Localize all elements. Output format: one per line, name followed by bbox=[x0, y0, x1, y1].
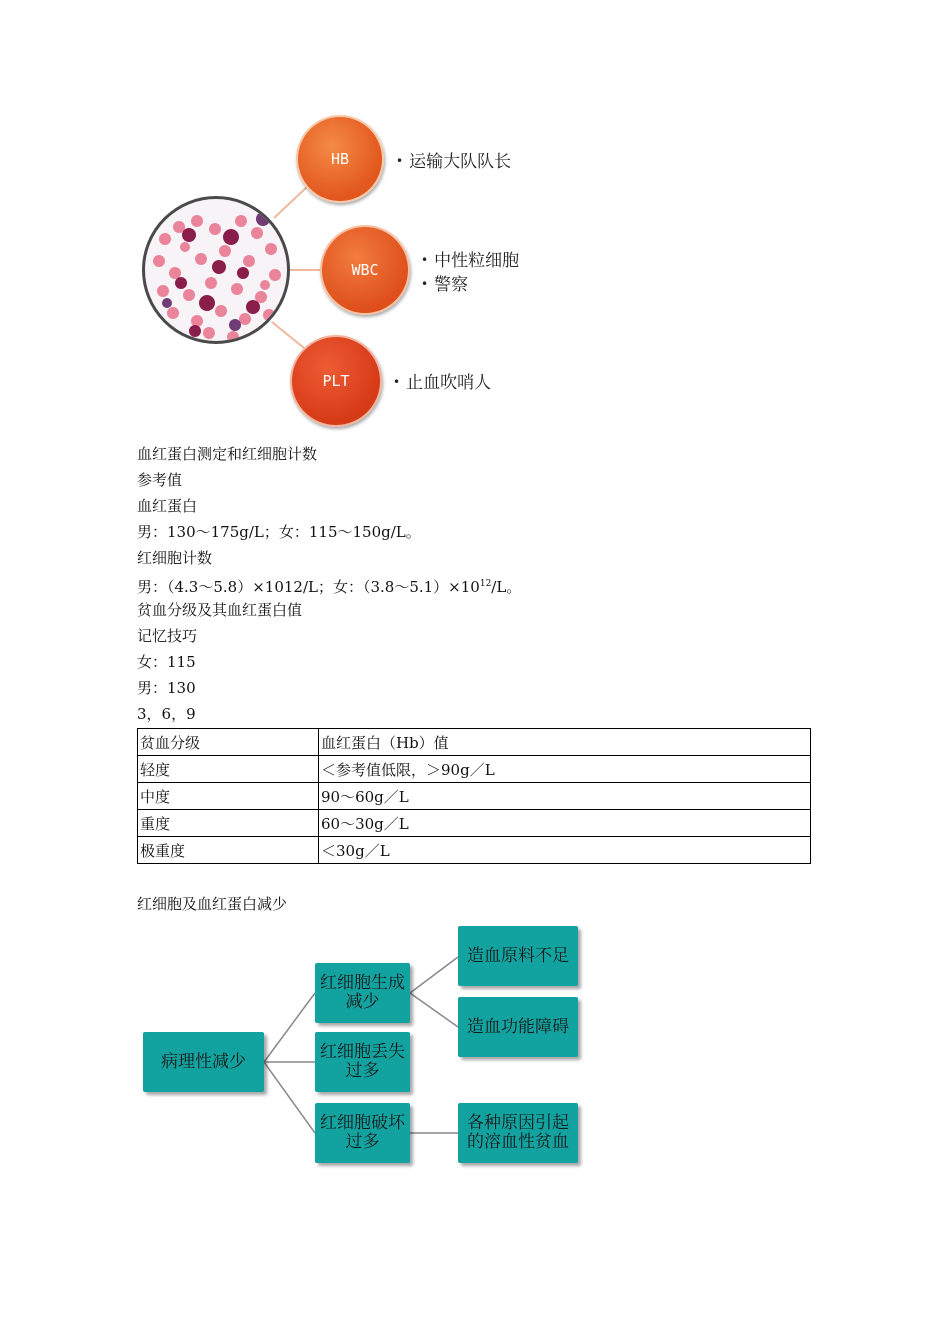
flow-mid1-box bbox=[315, 963, 410, 1023]
flow-root-box bbox=[143, 1032, 264, 1092]
hb-reference-range: 男：130～175g/L；女：115～150g/L。 bbox=[137, 523, 421, 541]
connector-mid1-leaf1 bbox=[410, 957, 458, 993]
hb-bullet: • 运输大队队长 bbox=[396, 147, 511, 172]
rbc-range-text-a: 男：（4.3～5.8）×1012/L；女：（3.8～5.1）×10 bbox=[137, 578, 480, 596]
table-cell: ＜参考值低限，＞90g／L bbox=[319, 756, 811, 783]
memory-female: 女：115 bbox=[137, 653, 196, 671]
connector-mid1-leaf2 bbox=[410, 993, 458, 1027]
table-header-cell: 血红蛋白（Hb）值 bbox=[319, 729, 811, 756]
table-cell: 中度 bbox=[138, 783, 319, 810]
heading-hb-rbc-test: 血红蛋白测定和红细胞计数 bbox=[137, 445, 318, 463]
wbc-bullet-1: • 中性粒细胞 bbox=[421, 246, 519, 271]
heading-reference-value: 参考值 bbox=[137, 471, 183, 489]
flow-root-label: 病理性减少 bbox=[161, 1051, 246, 1072]
flow-mid1-label: 红细胞生成减少 bbox=[320, 973, 405, 1012]
hb-label: HB bbox=[330, 150, 350, 168]
heading-rbc-count: 红细胞计数 bbox=[137, 549, 213, 567]
flow-mid2-box bbox=[315, 1032, 410, 1092]
flow-mid3-label: 红细胞破坏过多 bbox=[320, 1113, 405, 1152]
heading-hemoglobin: 血红蛋白 bbox=[137, 497, 198, 515]
flow-leaf3-label: 各种原因引起的溶血性贫血 bbox=[467, 1113, 569, 1152]
heading-anemia-grading: 贫血分级及其血红蛋白值 bbox=[137, 601, 303, 619]
flow-leaf1-box bbox=[458, 926, 578, 986]
heading-memory-tip: 记忆技巧 bbox=[137, 627, 198, 645]
table-cell: ＜30g／L bbox=[319, 837, 811, 864]
connector-root-mid1 bbox=[264, 993, 315, 1062]
flow-mid3-box bbox=[315, 1103, 410, 1163]
rbc-range-text-b: /L。 bbox=[491, 578, 522, 596]
memory-369: 3，6，9 bbox=[137, 705, 196, 723]
wbc-label: WBC bbox=[351, 261, 379, 279]
flow-mid2-label: 红细胞丢失过多 bbox=[320, 1042, 405, 1081]
flow-leaf3-box bbox=[458, 1103, 578, 1163]
plt-bullet: • 止血吹哨人 bbox=[393, 368, 491, 393]
table-header-cell: 贫血分级 bbox=[138, 729, 319, 756]
connector-root-mid3 bbox=[264, 1062, 315, 1133]
table-cell: 轻度 bbox=[138, 756, 319, 783]
wbc-bullet-2: • 警察 bbox=[421, 270, 468, 295]
flow-leaf2-box bbox=[458, 997, 578, 1057]
flow-leaf2-label: 造血功能障碍 bbox=[467, 1016, 569, 1037]
plt-label: PLT bbox=[322, 372, 350, 390]
table-cell: 极重度 bbox=[138, 837, 319, 864]
table-cell: 90～60g／L bbox=[319, 783, 811, 810]
table-cell: 60～30g／L bbox=[319, 810, 811, 837]
rbc-range-exponent: 12 bbox=[479, 579, 492, 589]
flow-leaf1-label: 造血原料不足 bbox=[467, 945, 569, 966]
memory-male: 男：130 bbox=[137, 679, 196, 697]
heading-rbc-hb-decrease: 红细胞及血红蛋白减少 bbox=[137, 895, 288, 913]
table-cell: 重度 bbox=[138, 810, 319, 837]
